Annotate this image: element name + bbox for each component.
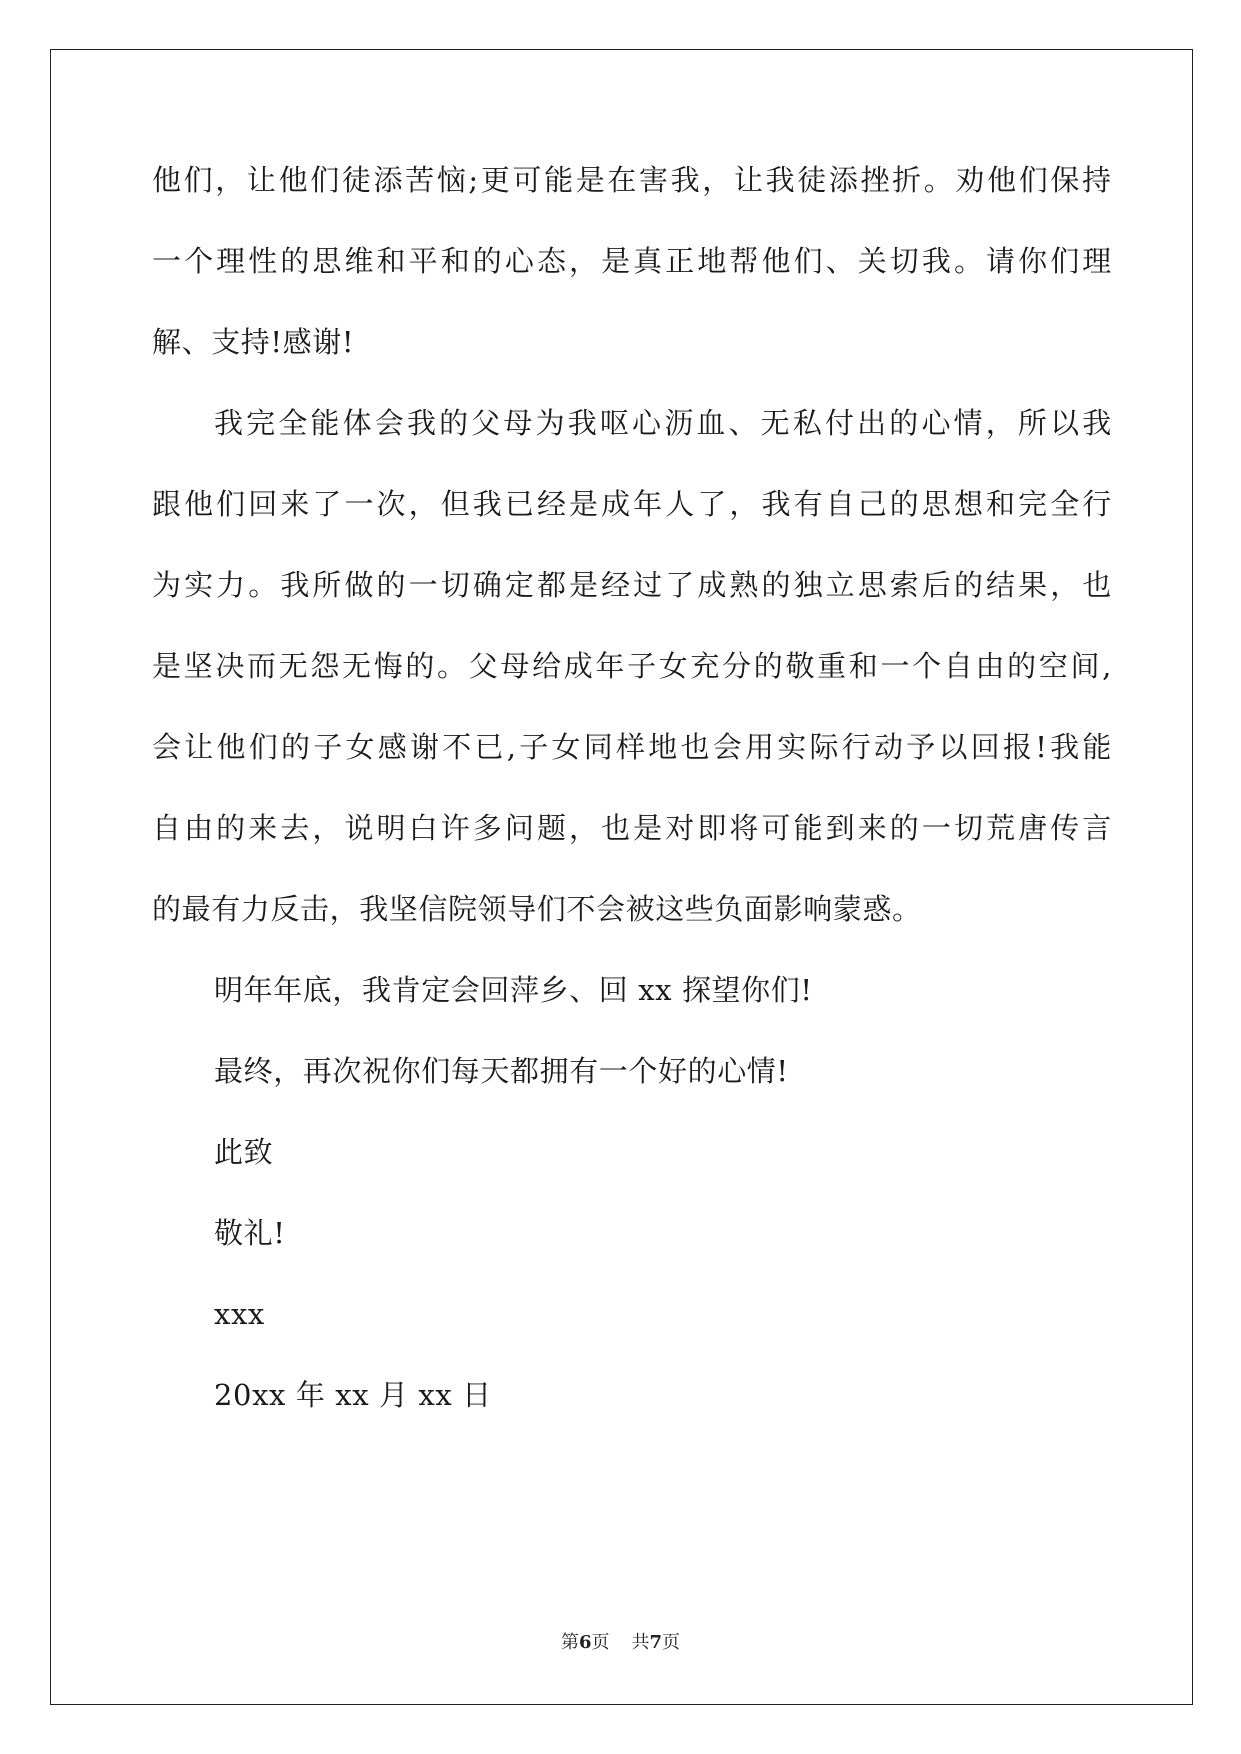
date-line: 20xx 年 xx 月 xx 日: [214, 1378, 492, 1412]
body-line: 自 由 的 来 去 ， 说 明 白 许 多 问 题 ， 也 是 对 即 将 可 能 到 来 的 一 切 荒 唐 传 言: [152, 811, 1112, 845]
total-unit: 页: [662, 1632, 681, 1653]
body-line: 解、支持!感谢!: [152, 325, 355, 359]
salutation-cizhi: 此致: [214, 1135, 274, 1169]
body-line: 是 坚 决 而 无 怨 无 悔 的 。 父 母 给 成 年 子 女 充 分 的 敬 重 和 一 个 自 由 的 空 间 ,: [152, 649, 1112, 683]
closing-wish: 最终，再次祝你们每天都拥有一个好的心情!: [214, 1054, 789, 1088]
page-footer: [0, 1628, 1241, 1654]
page-unit: 页: [591, 1632, 610, 1653]
signature: xxx: [214, 1297, 265, 1331]
body-line: 一 个 理 性 的 思 维 和 平 和 的 心 态 ， 是 真 正 地 帮 他 们 、 关 切 我 。 请 你 们 理: [152, 244, 1112, 278]
body-line: 我 完 全 能 体 会 我 的 父 母 为 我 呕 心 沥 血 、 无 私 付 出 的 心 情 ， 所 以 我: [214, 406, 1112, 440]
total-prefix: 共: [631, 1632, 650, 1653]
letter-body: [152, 160, 1112, 1456]
page-total: 7: [649, 1632, 663, 1653]
body-line: 跟 他 们 回 来 了 一 次 ， 但 我 已 经 是 成 年 人 了 ， 我 有 自 己 的 思 想 和 完 全 行: [152, 487, 1112, 521]
page-prefix: 第: [560, 1632, 579, 1653]
body-line: 他 们 ， 让 他 们 徒 添 苦 恼 ; 更 可 能 是 在 害 我 ， 让 我 徒 添 挫 折 。 劝 他 们 保 持: [152, 163, 1112, 197]
page-current: 6: [578, 1632, 592, 1653]
body-line: 为 实 力 。 我 所 做 的 一 切 确 定 都 是 经 过 了 成 熟 的 独 立 思 索 后 的 结 果 ， 也: [152, 568, 1112, 602]
body-line: 明年年底，我肯定会回萍乡、回 xx 探望你们!: [214, 973, 813, 1007]
body-line: 的最有力反击，我坚信院领导们不会被这些负面影响蒙惑。: [152, 892, 922, 926]
salutation-jingli: 敬礼!: [214, 1216, 286, 1250]
body-line: 会 让 他 们 的 子 女 感 谢 不 已 , 子 女 同 样 地 也 会 用 实 际 行 动 予 以 回 报 ! 我 能: [152, 730, 1112, 764]
